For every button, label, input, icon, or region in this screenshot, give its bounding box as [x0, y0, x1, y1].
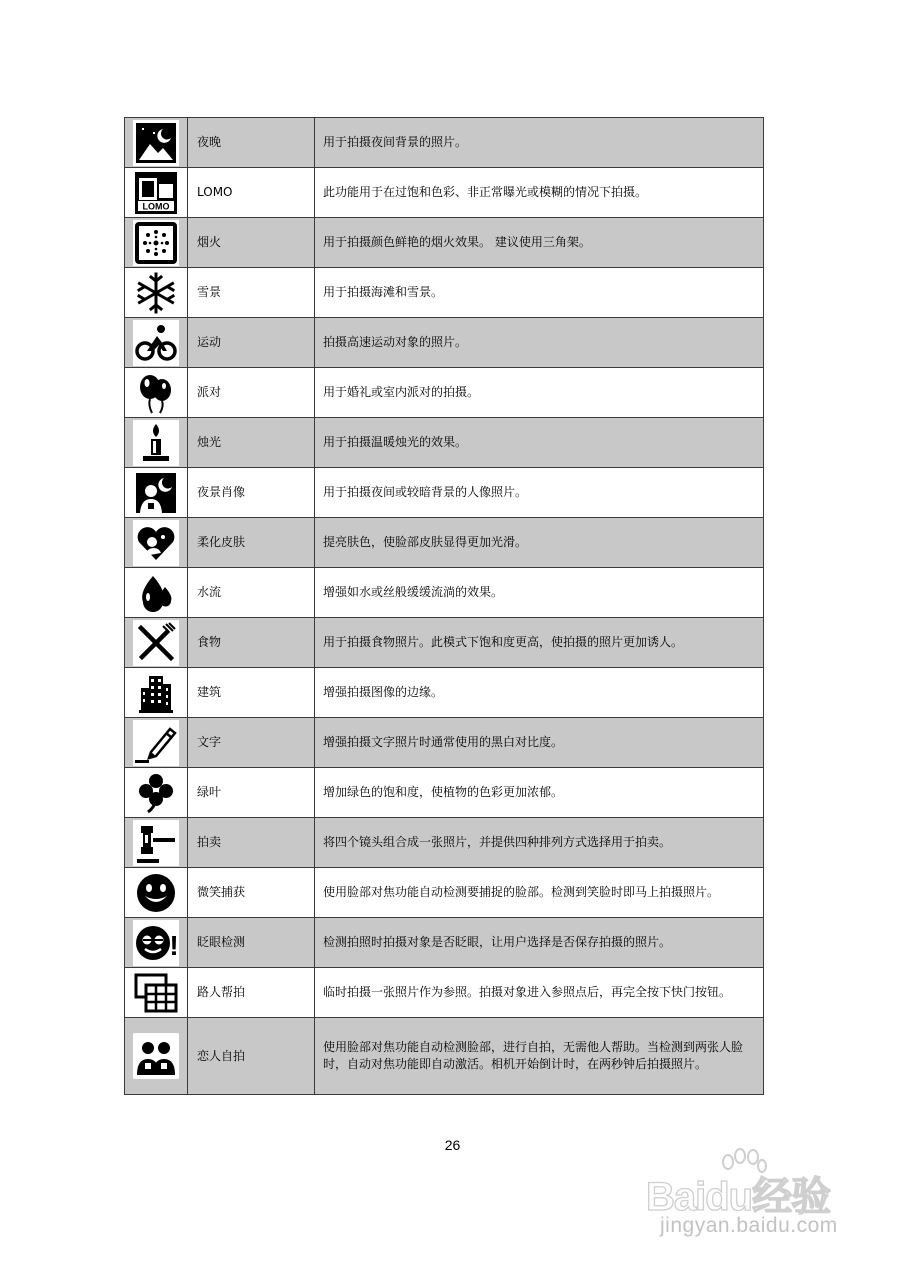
- exclamation-mark-icon: !: [169, 929, 179, 961]
- mode-description: 用于拍摄海滩和雪景。: [315, 268, 764, 318]
- mode-description: 用于拍摄食物照片。此模式下饱和度更高，使拍摄的照片更加诱人。: [315, 618, 764, 668]
- mode-name: 恋人自拍: [188, 1018, 315, 1095]
- mode-description: 检测拍照时拍摄对象是否眨眼，让用户选择是否保存拍摄的照片。: [315, 918, 764, 968]
- mode-name: 运动: [188, 318, 315, 368]
- clover-icon: [133, 770, 179, 816]
- mode-description: 用于拍摄温暖烛光的效果。: [315, 418, 764, 468]
- mode-name: 拍卖: [188, 818, 315, 868]
- blink-detect-icon: [133, 920, 179, 966]
- soft-skin-icon: [133, 520, 179, 566]
- mode-name: 微笑捕获: [188, 868, 315, 918]
- mode-name: 派对: [188, 368, 315, 418]
- mode-description: 使用脸部对焦功能自动检测要捕捉的脸部。检测到笑脸时即马上拍摄照片。: [315, 868, 764, 918]
- balloons-icon: [133, 370, 179, 416]
- table-row: [125, 768, 764, 818]
- pen-icon: [133, 720, 179, 766]
- mode-description: 增强拍摄图像的边缘。: [315, 668, 764, 718]
- table-row: [125, 118, 764, 168]
- mode-name: 文字: [188, 718, 315, 768]
- table-row: [125, 1018, 764, 1095]
- fireworks-icon: [133, 220, 179, 266]
- watermark-url: jingyan.baidu.com: [660, 1214, 838, 1237]
- mode-description: 用于拍摄夜间或较暗背景的人像照片。: [315, 468, 764, 518]
- watermark-brand-suffix: du: [705, 1175, 753, 1219]
- watermark-brand: Bai: [646, 1175, 706, 1219]
- table-row: [125, 568, 764, 618]
- mode-name: LOMO: [188, 168, 315, 218]
- table-row: [125, 318, 764, 368]
- mode-name: 建筑: [188, 668, 315, 718]
- table-row: [125, 168, 764, 218]
- building-icon: [133, 670, 179, 716]
- table-row: [125, 368, 764, 418]
- frame-grid-icon: [133, 970, 179, 1016]
- table-row: [125, 818, 764, 868]
- mode-description: 增强拍摄文字照片时通常使用的黑白对比度。: [315, 718, 764, 768]
- lomo-icon-label: LOMO: [142, 201, 170, 211]
- table-row: [125, 268, 764, 318]
- smile-icon: [133, 870, 179, 916]
- mode-description: 提亮肤色，使脸部皮肤显得更加光滑。: [315, 518, 764, 568]
- watermark-cn: 经验: [752, 1175, 831, 1219]
- mode-description: 拍摄高速运动对象的照片。: [315, 318, 764, 368]
- mode-name: 烟火: [188, 218, 315, 268]
- table-row: [125, 868, 764, 918]
- mode-description: 用于婚礼或室内派对的拍摄。: [315, 368, 764, 418]
- fork-knife-icon: [133, 620, 179, 666]
- mode-description: 临时拍摄一张照片作为参照。拍摄对象进入参照点后，再完全按下快门按钮。: [315, 968, 764, 1018]
- water-drop-icon: [133, 570, 179, 616]
- table-row: [125, 668, 764, 718]
- table-row: [125, 968, 764, 1018]
- night-portrait-icon: [133, 470, 179, 516]
- mode-name: 路人帮拍: [188, 968, 315, 1018]
- mode-description: 将四个镜头组合成一张照片，并提供四种排列方式选择用于拍卖。: [315, 818, 764, 868]
- lomo-icon: [133, 170, 179, 216]
- mode-name: 夜晚: [188, 118, 315, 168]
- table-row: [125, 418, 764, 468]
- candle-icon: [133, 420, 179, 466]
- page-number: 26: [444, 1137, 461, 1153]
- mode-name: 食物: [188, 618, 315, 668]
- mode-description: 增加绿色的饱和度，使植物的色彩更加浓郁。: [315, 768, 764, 818]
- mode-name: 夜景肖像: [188, 468, 315, 518]
- mode-description: 增强如水或丝般缓缓流淌的效果。: [315, 568, 764, 618]
- mode-name: 柔化皮肤: [188, 518, 315, 568]
- mode-description: 用于拍摄夜间背景的照片。: [315, 118, 764, 168]
- mode-name: 雪景: [188, 268, 315, 318]
- cyclist-icon: [133, 320, 179, 366]
- mode-description: 使用脸部对焦功能自动检测脸部，进行自拍，无需他人帮助。当检测到两张人脸时，自动对焦功能即自动激活。相机开始倒计时，在两秒钟后拍摄照片。: [315, 1018, 764, 1095]
- table-row: [125, 468, 764, 518]
- mode-name: 眨眼检测: [188, 918, 315, 968]
- mode-description: 此功能用于在过饱和色彩、非正常曝光或模糊的情况下拍摄。: [315, 168, 764, 218]
- table-row: [125, 618, 764, 668]
- night-scene-icon: [133, 120, 179, 166]
- mode-name: 水流: [188, 568, 315, 618]
- table-row: [125, 518, 764, 568]
- scene-mode-table: [124, 117, 764, 1095]
- table-row: [125, 718, 764, 768]
- couple-icon: [133, 1033, 179, 1079]
- table-row: [125, 218, 764, 268]
- mode-name: 绿叶: [188, 768, 315, 818]
- auction-hammer-icon: [133, 820, 179, 866]
- mode-description: 用于拍摄颜色鲜艳的烟火效果。 建议使用三角架。: [315, 218, 764, 268]
- mode-name: 烛光: [188, 418, 315, 468]
- table-row: [125, 918, 764, 968]
- snowflake-icon: [133, 270, 179, 316]
